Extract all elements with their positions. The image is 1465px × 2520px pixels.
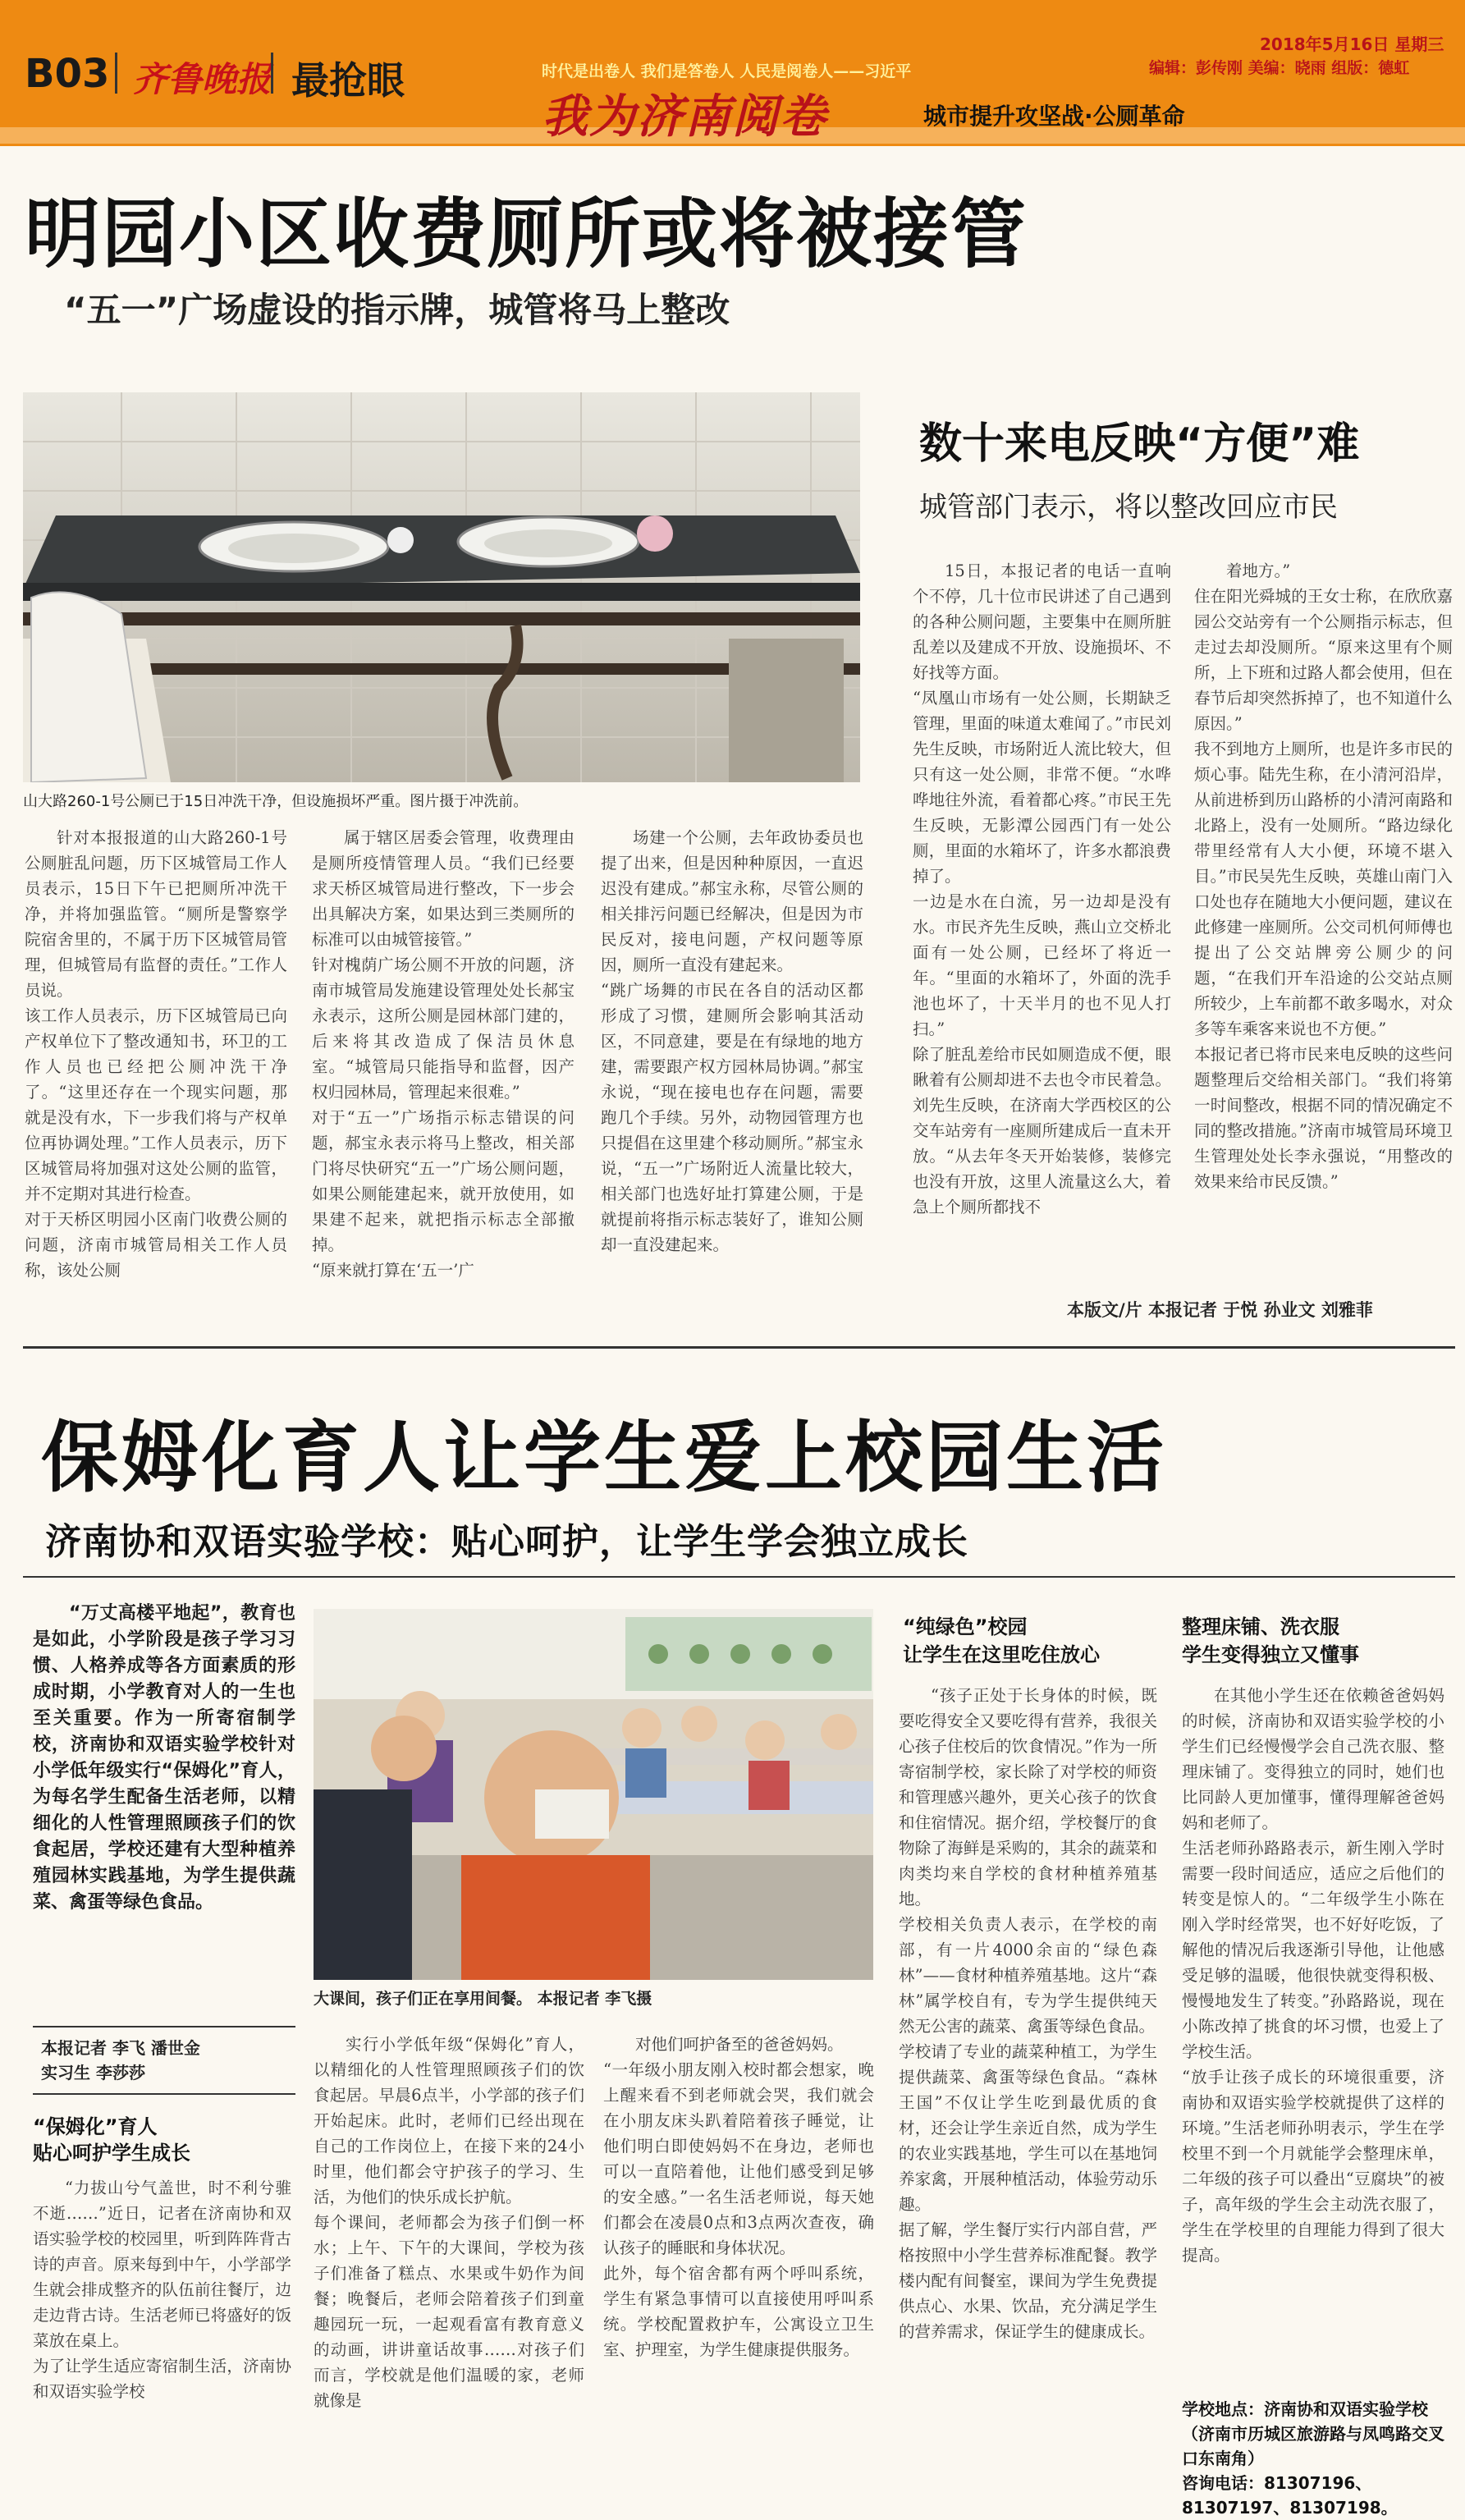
- story1-photo-caption: 山大路260-1号公厕已于15日冲洗干净，但设施损坏严重。图片摄于冲洗前。: [23, 793, 529, 810]
- subhead-rule: [23, 1576, 1455, 1578]
- story2-headline: 保姆化育人让学生爱上校园生活: [41, 1413, 1168, 1503]
- section-title-green-campus: “纯绿色”校园 让学生在这里吃住放心: [903, 1615, 1100, 1666]
- story1-column-2-text: 属于辖区居委会管理，收费理由是厕所疫情管理人员。“我们已经要求天桥区城管局进行整改，下一步会出具解决方案，如果达到三类厕所的标准可以由城管接管。” 针对槐荫广场公厕不开放的问题，济南市城管局发施建设管理处处长郝宝永表示，这所公厕是园林部门建的，后来将其改造成了保洁员休息室。“城管局只能指导和监督，因产权归园林局，管理起来很难。” 对于“五一”广场指示标志错误的问题，郝宝永表示将马上整改，相关部门将尽快研究“五一”广场公厕问题，如果公厕能建起来，就开放使用，如果建不起来，就把指示标志全部撤掉。 “原来就打算在‘五一’广: [312, 828, 575, 1280]
- story1-subhead: “五一”广场虚设的指示牌，城管将马上整改: [64, 290, 730, 330]
- slogan: 时代是出卷人 我们是答卷人 人民是阅卷人——习近平: [542, 62, 912, 80]
- story2-column-a-text: “力拔山兮气盖世，时不利兮骓不逝……”近日，记者在济南协和双语实验学校的校园里，听到阵阵背古诗的声音。原来每到中午，小学部学生就会排成整齐的队伍前往餐厅，边走边背古诗。生活老师已将盛好的饭菜放在桌上。 为了让学生适应寄宿制生活，济南协和双语实验学校: [33, 2179, 291, 2401]
- story2-subhead: 济南协和双语实验学校：贴心呵护，让学生学会独立成长: [45, 1521, 968, 1563]
- story2-photo-caption: 大课间，孩子们正在享用间餐。 本报记者 李飞摄: [314, 1990, 652, 2008]
- editor-credits: 编辑：彭传刚 美编：晓雨 组版：德虹: [1149, 59, 1410, 77]
- story1-column-4: [913, 558, 1171, 1289]
- divider: [115, 53, 117, 94]
- story1-side-headline: 数十来电反映“方便”难: [919, 419, 1360, 469]
- story2-column-d-text: “孩子正处于长身体的时候，既要吃得安全又要吃得有营养，我很关心孩子住校后的饮食情况。”作为一所寄宿制学校，家长除了对学校的师资和管理感兴趣外，更关心孩子的饮食和住宿情况。据介绍，学校餐厅的食物除了海鲜是采购的，其余的蔬菜和肉类均来自学校的食材种植养殖基地。 学校相关负责人表示，在学校的南部，有一片4000余亩的“绿色森林”——食材种植养殖基地。这片“森林”属学校自有，专为学生提供纯天然无公害的蔬菜、禽蛋等绿色食品。 学校请了专业的蔬菜种植工，为学生提供蔬菜、禽蛋等绿色食品。“森林王国”不仅让学生吃到最优质的食材，还会让学生亲近自然，成为学生的农业实践基地，学生可以在基地饲养家禽，开展种植活动，体验劳动乐趣。 据了解，学生餐厅实行内部自营，严格按照中小学生营养标准配餐。教学楼内配有间餐室，课间为学生免费提供点心、水果、饮品，充分满足学生的营养需求，保证学生的健康成长。: [899, 1686, 1157, 2341]
- section-name: 最抢眼: [291, 58, 405, 103]
- story2-column-e-text: 在其他小学生还在依赖爸爸妈妈的时候，济南协和双语实验学校的小学生们已经慢慢学会自己洗衣服、整理床铺了。变得独立的同时，她们也比同龄人更加懂事，懂得理解爸爸妈妈和老师了。 生活老师孙路路表示，新生刚入学时需要一段时间适应，适应之后他们的转变是惊人的。“二年级学生小陈在刚入学时经常哭，也不好好吃饭，了解他的情况后我逐渐引导他，让他感受足够的温暖，他很快就变得积极、慢慢地发生了转变。”孙路路说，现在小陈改掉了挑食的坏习惯，也爱上了学校生活。 “放手让孩子成长的环境很重要，济南协和双语实验学校就提供了这样的环境。”生活老师孙明表示，学生在学校里不到一个月就能学会整理床单，二年级的孩子可以叠出“豆腐块”的被子，高年级的学生会主动洗衣服了，学生在学校里的自理能力得到了很大提高。: [1182, 1686, 1444, 2265]
- story1-byline: 本版文/片 本报记者 于悦 孙业文 刘雅菲: [1067, 1300, 1373, 1320]
- campaign-title: 我为济南阅卷: [542, 90, 827, 144]
- story1-side-subhead: 城管部门表示，将以整改回应市民: [919, 491, 1338, 524]
- school-phone: 咨询电话：81307196、81307197、81307198。: [1182, 2473, 1398, 2518]
- reporter-rule: [33, 2026, 295, 2027]
- story2-column-c: [603, 2032, 874, 2499]
- story-divider: [23, 1346, 1455, 1349]
- page-number: B03: [25, 51, 110, 97]
- story2-column-e: [1182, 1683, 1444, 2389]
- school-address: 学校地点：济南协和双语实验学校（济南市历城区旅游路与凤鸣路交叉口东南角）: [1182, 2399, 1444, 2468]
- story1-column-3: [601, 825, 863, 1350]
- students-eating-photo: [314, 1609, 873, 1980]
- story1-headline: 明园小区收费厕所或将被接管: [25, 190, 1028, 278]
- story1-column-1: [25, 825, 287, 1350]
- story1-column-2: [312, 825, 575, 1350]
- reporter-rule: [33, 2093, 295, 2095]
- paper-logo: 齐鲁晚报: [133, 59, 272, 99]
- story2-column-d: [899, 1683, 1157, 2504]
- section-title-nanny-care: “保姆化”育人 贴心呵护学生成长: [33, 2115, 190, 2165]
- school-contact: [1182, 2397, 1444, 2520]
- story2-column-b-text: 实行小学低年级“保姆化”育人，以精细化的人性管理照顾孩子们的饮食起居。早晨6点半，小学部的孩子们开始起床。此时，老师们已经出现在自己的工作岗位上，在接下来的24小时里，他们都会守护孩子的学习、生活，为他们的快乐成长护航。 每个课间，老师都会为孩子们倒一杯水；上午、下午的大课间，学校为孩子们准备了糕点、水果或牛奶作为间餐；晚餐后，老师会陪着孩子们到童趣园玩一玩，一起观看富有教育意义的动画，讲讲童话故事……对孩子们而言，学校就是他们温暖的家，老师就像是: [314, 2035, 584, 2410]
- story1-column-5: [1194, 558, 1453, 1289]
- story1-column-4-text: 15日，本报记者的电话一直响个不停，几十位市民讲述了自己遇到的各种公厕问题，主要集中在厕所脏乱差以及建成不开放、设施损坏、不好找等方面。 “凤凰山市场有一处公厕，长期缺乏管理，里面的味道太难闻了。”市民刘先生反映，市场附近人流比较大，但只有这一处公厕，非常不便。“水哗哗地往外流，看着都心疼。”市民王先生反映，无影潭公园西门有一处公厕，里面的水箱坏了，许多水都浪费掉了。 一边是水在白流，另一边却是没有水。市民齐先生反映，燕山立交桥北面有一处公厕，已经坏了将近一年。“里面的水箱坏了，外面的洗手池也坏了，十天半月的也不见人打扫。” 除了脏乱差给市民如厕造成不便，眼瞅着有公厕却进不去也令市民着急。刘先生反映，在济南大学西校区的公交车站旁有一座厕所建成后一直未开放。“从去年冬天开始装修，装修完也没有开放，这里人流量这么大，着急上个厕所都找不: [913, 561, 1171, 1216]
- story2-reporters: 本报记者 李飞 潘世金 实习生 李莎莎: [41, 2038, 200, 2082]
- story2-column-b: [314, 2032, 584, 2499]
- section-title-independence: 整理床铺、洗衣服 学生变得独立又懂事: [1182, 1615, 1359, 1666]
- toilet-washbasin-photo: [23, 392, 860, 782]
- campaign-subtitle: 城市提升攻坚战·公厕革命: [923, 103, 1185, 130]
- issue-date: 2018年5月16日 星期三: [1260, 34, 1444, 54]
- story1-column-3-text: 场建一个公厕，去年政协委员也提了出来，但是因种种原因，一直迟迟没有建成。”郝宝永称，尽管公厕的相关排污问题已经解决，但是因为市民反对，接电问题，产权问题等原因，厕所一直没有建起来。 “跳广场舞的市民在各自的活动区都形成了习惯，建厕所会影响其活动区，不同意建，要是在有绿地的地方建，需要跟产权方园林局协调。”郝宝永说，“现在接电也存在问题，需要跑几个手续。另外，动物园管理方也只提倡在这里建个移动厕所。”郝宝永说，“五一”广场附近人流量比较大，相关部门也选好址打算建公厕，于是就提前将指示标志装好了，谁知公厕却一直没建起来。: [601, 828, 863, 1254]
- story2-column-c-text: 对他们呵护备至的爸爸妈妈。 “一年级小朋友刚入校时都会想家，晚上醒来看不到老师就会哭，我们就会在小朋友床头趴着陪着孩子睡觉，让他们明白即使妈妈不在身边，老师也可以一直陪着他，让他们感受到足够的安全感。”一名生活老师说，每天她们都会在凌晨0点和3点两次查夜，确认孩子的睡眠和身体状况。 此外，每个宿舍都有两个呼叫系统，学生有紧急事情可以直接使用呼叫系统。学校配置救护车，公寓设立卫生室、护理室，为学生健康提供服务。: [603, 2035, 874, 2359]
- story1-column-1-text: 针对本报报道的山大路260-1号公厕脏乱问题，历下区城管局工作人员表示，15日下午已把厕所冲洗干净，并将加强监管。“厕所是警察学院宿舍里的，不属于历下区城管局管理，但城管局有监督的责任。”工作人员说。 该工作人员表示，历下区城管局已向产权单位下了整改通知书，环卫的工作人员也已经把公厕冲洗干净了。“这里还存在一个现实问题，那就是没有水，下一步我们将与产权单位再协调处理。”工作人员表示，历下区城管局将加强对这处公厕的监管，并不定期对其进行检查。 对于天桥区明园小区南门收费公厕的问题，济南市城管局相关工作人员称，该处公厕: [25, 828, 287, 1280]
- story2-column-a: [33, 2175, 291, 2504]
- story1-column-5-text: 着地方。” 住在阳光舜城的王女士称，在欣欣嘉园公交站旁有一个公厕指示标志，但走过去却没厕所。“原来这里有个厕所，上下班和过路人都会使用，但在春节后却突然拆掉了，也不知道什么原因。” 我不到地方上厕所，也是许多市民的烦心事。陆先生称，在小清河沿岸，从前进桥到历山路桥的小清河南路和北路上，没有一处厕所。“路边绿化带里经常有人大小便，环境不堪入目。”市民吴先生反映，英雄山南门入口处也存在随地大小便问题，建议在此修建一座厕所。公交司机何师傅也提出了公交站牌旁公厕少的问题，“在我们开车沿途的公交站点厕所较少，上车前都不敢多喝水，对众多等车乘客来说也不方便。” 本报记者已将市民来电反映的这些问题整理后交给相关部门。“我们将第一时间整改，根据不同的情况确定不同的整改措施。”济南市城管局环境卫生管理处处长李永强说，“用整改的效果来给市民反馈。”: [1194, 561, 1453, 1191]
- story2-lead: “万丈高楼平地起”，教育也是如此，小学阶段是孩子学习习惯、人格养成等各方面素质的形成时期，小学教育对人的一生也至关重要。作为一所寄宿制学校，济南协和双语实验学校针对小学低年级实行“保姆化”育人，为每名学生配备生活老师，以精细化的人性管理照顾孩子们的饮食起居，学校还建有大型种植养殖园林实践基地，为学生提供蔬菜、禽蛋等绿色食品。: [33, 1603, 295, 1913]
- divider: [271, 53, 273, 94]
